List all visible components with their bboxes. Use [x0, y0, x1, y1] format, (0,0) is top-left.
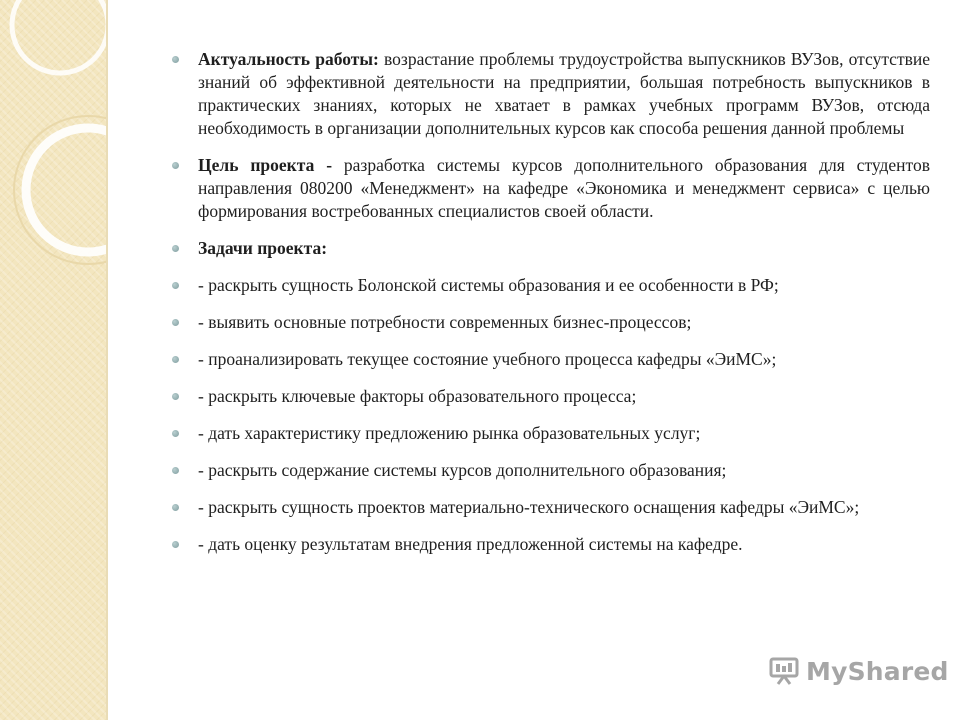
task-item: - раскрыть сущность Болонской системы образования и ее особенности в РФ; [170, 274, 930, 297]
bullet-text: возрастание проблемы трудоустройства выпускников ВУЗов, отсутствие знаний об эффективной деятельности на предприятии, большая потребность выпускников в практических знаниях, которых не хватает в рамках учебных программ ВУЗов, отсюда необходимость в организации дополнительных курсов как способа решения данной проблемы [198, 49, 930, 138]
decorative-circles-icon [0, 0, 106, 720]
task-item: - дать характеристику предложению рынка образовательных услуг; [170, 422, 930, 445]
bullet-lead: Цель проекта - [198, 155, 333, 175]
task-item: - дать оценку результатам внедрения предложенной системы на кафедре. [170, 533, 930, 556]
bullet-tasks-heading [170, 237, 930, 260]
task-item: - раскрыть содержание системы курсов дополнительного образования; [170, 459, 930, 482]
task-item: - раскрыть ключевые факторы образовательного процесса; [170, 385, 930, 408]
bullet-lead: Задачи проекта: [198, 238, 328, 258]
task-item: - проанализировать текущее состояние учебного процесса кафедры «ЭиМС»; [170, 348, 930, 371]
bullet-goal [170, 154, 930, 223]
bullet-relevance [170, 48, 930, 140]
decorative-side-band [0, 0, 106, 720]
task-item: - раскрыть сущность проектов материально-технического оснащения кафедры «ЭиМС»; [170, 496, 930, 519]
watermark-text: MyShared [806, 656, 949, 686]
bullet-lead: Актуальность работы: [198, 49, 379, 69]
bullet-text: разработка системы курсов дополнительного образования для студентов направления 080200 «Менеджмент» на кафедре «Экономика и менеджмент сервиса» с целью формирования востребованных специалистов своей области. [198, 155, 930, 221]
band-divider [106, 0, 108, 720]
slide-content [170, 48, 930, 570]
watermark-logo [768, 656, 949, 686]
task-item: - выявить основные потребности современных бизнес-процессов; [170, 311, 930, 334]
presentation-board-icon [768, 656, 800, 686]
